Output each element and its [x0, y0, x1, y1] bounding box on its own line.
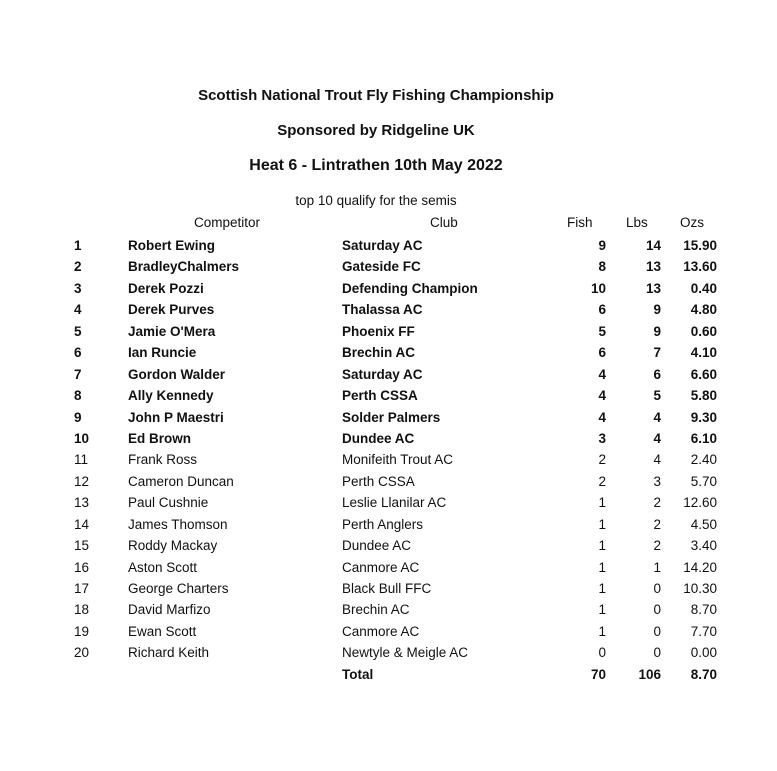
row-club: Gateside FC: [342, 259, 421, 275]
row-position: 20: [74, 645, 90, 661]
row-club: Canmore AC: [342, 623, 420, 639]
row-fish: 1: [598, 623, 606, 639]
row-club: Leslie Llanilar AC: [342, 495, 447, 511]
row-ozs: 8.70: [690, 602, 717, 618]
row-club: Solder Palmers: [342, 409, 441, 425]
row-fish: 5: [598, 323, 606, 339]
row-club: Monifeith Trout AC: [342, 452, 454, 468]
row-fish: 2: [598, 452, 606, 468]
row-competitor: BradleyChalmers: [128, 259, 240, 275]
row-lbs: 13: [645, 280, 661, 296]
row-club: Perth CSSA: [342, 388, 418, 404]
row-club: Brechin AC: [342, 345, 416, 361]
table-row: [0, 256, 777, 277]
row-ozs: 2.40: [690, 452, 717, 468]
row-position: 7: [74, 366, 82, 382]
row-fish: 1: [598, 602, 606, 618]
total-lbs: 106: [638, 667, 661, 682]
row-ozs: 9.30: [690, 409, 717, 425]
header-competitor: Competitor: [194, 215, 261, 230]
table-row: [0, 471, 777, 492]
row-lbs: 1: [653, 559, 661, 575]
row-ozs: 3.40: [690, 538, 717, 554]
table-row: [0, 428, 777, 449]
row-fish: 9: [598, 238, 606, 253]
row-ozs: 0.00: [690, 645, 717, 661]
document-title: Scottish National Trout Fly Fishing Championship: [198, 87, 554, 104]
row-lbs: 0: [653, 602, 661, 618]
row-competitor: George Charters: [128, 581, 229, 596]
row-competitor: Frank Ross: [128, 452, 198, 468]
row-lbs: 4: [653, 409, 661, 425]
row-position: 6: [74, 345, 82, 361]
row-lbs: 4: [653, 452, 661, 468]
row-competitor: Paul Cushnie: [128, 495, 209, 511]
row-competitor: Aston Scott: [128, 559, 198, 575]
row-position: 12: [74, 473, 90, 489]
row-competitor: Cameron Duncan: [128, 473, 234, 489]
qualification-note: top 10 qualify for the semis: [295, 193, 457, 208]
table-row: [0, 557, 777, 578]
row-lbs: 0: [653, 581, 661, 596]
row-competitor: Ian Runcie: [128, 345, 197, 361]
table-row: [0, 449, 777, 470]
table-row: [0, 492, 777, 513]
row-lbs: 14: [645, 238, 661, 253]
header-ozs: Ozs: [680, 215, 705, 230]
row-position: 9: [74, 409, 82, 425]
total-row: [0, 664, 777, 686]
row-fish: 3: [598, 430, 606, 446]
row-ozs: 14.20: [683, 559, 717, 575]
row-ozs: 0.40: [690, 280, 717, 296]
row-ozs: 4.10: [690, 345, 717, 361]
row-position: 10: [74, 430, 90, 446]
row-fish: 8: [598, 259, 606, 275]
row-ozs: 15.90: [683, 238, 717, 253]
row-competitor: Ed Brown: [128, 430, 191, 446]
table-row: [0, 364, 777, 385]
row-club: Saturday AC: [342, 366, 423, 382]
row-club: Perth CSSA: [342, 473, 415, 489]
row-position: 1: [74, 238, 82, 253]
row-fish: 1: [598, 559, 606, 575]
row-ozs: 5.80: [690, 388, 717, 404]
row-ozs: 0.60: [690, 323, 717, 339]
row-position: 13: [74, 495, 90, 511]
sponsor-line: Sponsored by Ridgeline UK: [277, 122, 475, 139]
header-lbs: Lbs: [626, 215, 648, 230]
row-lbs: 3: [653, 473, 661, 489]
total-ozs: 8.70: [690, 667, 717, 682]
row-competitor: Jamie O'Mera: [128, 323, 216, 339]
row-fish: 6: [598, 345, 606, 361]
row-position: 8: [74, 388, 82, 404]
row-fish: 1: [598, 495, 606, 511]
row-lbs: 6: [653, 366, 661, 382]
table-row: [0, 621, 777, 642]
row-fish: 1: [598, 581, 606, 596]
table-row: [0, 385, 777, 406]
row-position: 17: [74, 581, 90, 596]
row-competitor: Derek Purves: [128, 302, 215, 318]
row-lbs: 2: [653, 538, 661, 554]
row-club: Dundee AC: [342, 538, 412, 554]
row-lbs: 2: [653, 516, 661, 532]
row-lbs: 5: [653, 388, 661, 404]
row-fish: 1: [598, 538, 606, 554]
table-row: [0, 299, 777, 320]
row-fish: 2: [598, 473, 606, 489]
row-club: Black Bull FFC: [342, 581, 432, 596]
row-position: 15: [74, 538, 90, 554]
row-lbs: 0: [653, 623, 661, 639]
row-club: Dundee AC: [342, 430, 415, 446]
row-fish: 1: [598, 516, 606, 532]
row-competitor: Ally Kennedy: [128, 388, 214, 404]
table-row: [0, 278, 777, 299]
row-position: 18: [74, 602, 90, 618]
row-lbs: 13: [645, 259, 661, 275]
row-competitor: Roddy Mackay: [128, 538, 218, 554]
table-row: [0, 342, 777, 363]
row-club: Defending Champion: [342, 280, 478, 296]
row-ozs: 6.60: [690, 366, 717, 382]
row-fish: 4: [598, 366, 606, 382]
row-competitor: James Thomson: [128, 516, 228, 532]
row-position: 19: [74, 623, 90, 639]
row-competitor: Robert Ewing: [128, 238, 215, 253]
row-lbs: 9: [653, 323, 661, 339]
row-ozs: 12.60: [683, 495, 717, 511]
row-ozs: 5.70: [690, 473, 717, 489]
table-row: [0, 235, 777, 256]
table-row: [0, 321, 777, 342]
header-club: Club: [430, 215, 458, 230]
table-row: [0, 599, 777, 620]
row-fish: 4: [598, 409, 606, 425]
row-ozs: 7.70: [690, 623, 717, 639]
row-club: Canmore AC: [342, 559, 420, 575]
row-competitor: Gordon Walder: [128, 366, 225, 382]
row-fish: 0: [598, 645, 606, 661]
row-ozs: 4.80: [690, 302, 717, 318]
table-row: [0, 535, 777, 556]
results-table: [0, 235, 777, 664]
row-club: Perth Anglers: [342, 516, 424, 532]
row-club: Newtyle & Meigle AC: [342, 645, 469, 661]
row-lbs: 9: [653, 302, 661, 318]
row-fish: 4: [598, 388, 606, 404]
row-fish: 6: [598, 302, 606, 318]
row-position: 14: [74, 516, 90, 532]
row-club: Brechin AC: [342, 602, 410, 618]
row-competitor: Derek Pozzi: [128, 280, 204, 296]
row-ozs: 13.60: [683, 259, 717, 275]
row-position: 2: [74, 259, 82, 275]
row-ozs: 10.30: [683, 581, 717, 596]
row-lbs: 0: [653, 645, 661, 661]
row-position: 16: [74, 559, 90, 575]
row-ozs: 6.10: [690, 430, 717, 446]
row-competitor: Ewan Scott: [128, 623, 197, 639]
row-club: Phoenix FF: [342, 323, 415, 339]
heat-heading: Heat 6 - Lintrathen 10th May 2022: [249, 157, 503, 174]
table-row: [0, 642, 777, 663]
row-lbs: 4: [653, 430, 661, 446]
row-position: 3: [74, 280, 82, 296]
row-position: 5: [74, 323, 82, 339]
row-fish: 10: [590, 280, 606, 296]
row-position: 11: [74, 452, 89, 468]
row-competitor: John P Maestri: [128, 409, 224, 425]
row-lbs: 7: [653, 345, 661, 361]
row-club: Saturday AC: [342, 238, 423, 253]
row-ozs: 4.50: [690, 516, 717, 532]
table-row: [0, 578, 777, 599]
table-row: [0, 407, 777, 428]
total-fish: 70: [590, 667, 606, 682]
row-lbs: 2: [653, 495, 661, 511]
table-row: [0, 514, 777, 535]
row-competitor: David Marfizo: [128, 602, 211, 618]
header-fish: Fish: [567, 215, 593, 230]
row-competitor: Richard Keith: [128, 645, 210, 661]
row-club: Thalassa AC: [342, 302, 423, 318]
row-position: 4: [74, 302, 82, 318]
total-label: Total: [342, 667, 374, 682]
